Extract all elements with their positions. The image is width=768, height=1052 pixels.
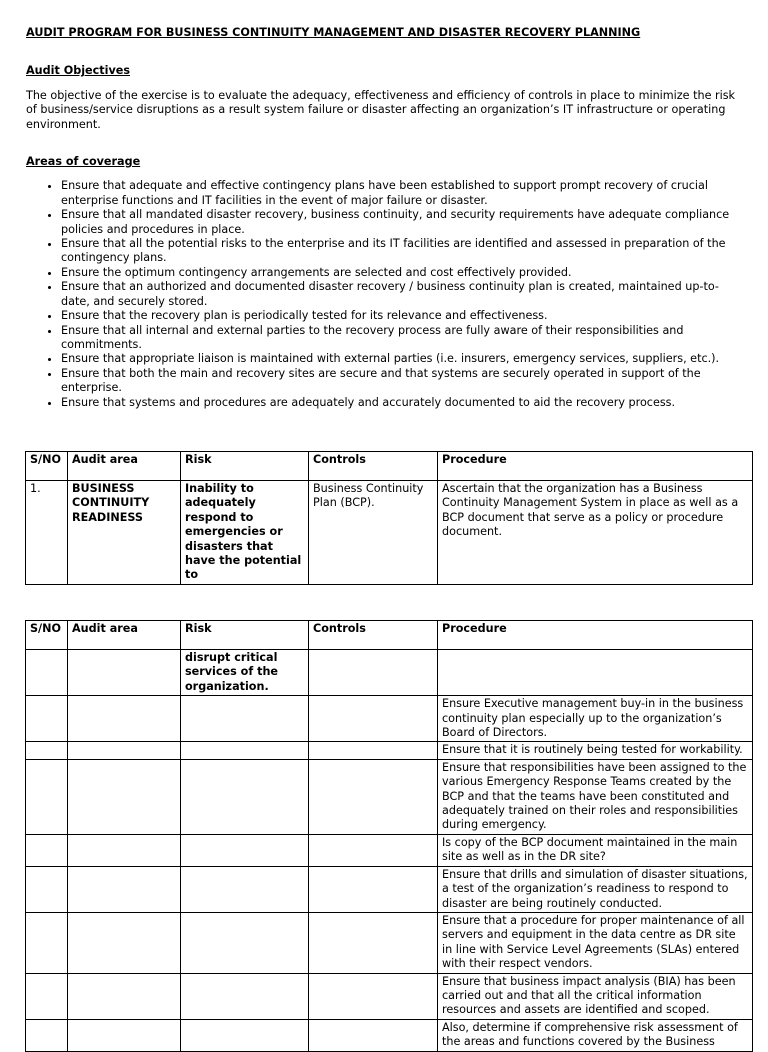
- coverage-item: • Ensure the optimum contingency arrangements are selected and cost effectively provided.: [61, 266, 742, 280]
- cell-procedure: Ensure that it is routinely being tested for workability.: [438, 742, 753, 759]
- cell-controls: [309, 759, 438, 834]
- cell-controls: [309, 696, 438, 742]
- cell-procedure: Ensure that a procedure for proper maintenance of all servers and equipment in the data centre as DR site in line with Service Level Agreements (SLAs) entered with their respect vendors.: [438, 912, 753, 973]
- coverage-heading: Areas of coverage: [26, 155, 141, 169]
- cell-procedure: Ensure that drills and simulation of disaster situations, a test of the organization’s readiness to respond to disaster are being routinely conducted.: [438, 866, 753, 912]
- cell-sno: [26, 1019, 68, 1051]
- cell-audit-area: [68, 759, 181, 834]
- coverage-item: • Ensure that appropriate liaison is maintained with external parties (i.e. insurers, emergency services, suppliers, etc.).: [61, 352, 742, 366]
- document-title: AUDIT PROGRAM FOR BUSINESS CONTINUITY MANAGEMENT AND DISASTER RECOVERY PLANNING: [26, 26, 641, 39]
- cell-risk: [181, 834, 309, 866]
- coverage-item: • Ensure that the recovery plan is periodically tested for its relevance and effectiveness.: [61, 309, 742, 323]
- cell-audit-area: [68, 866, 181, 912]
- cell-procedure: Also, determine if comprehensive risk assessment of the areas and functions covered by the Business: [438, 1019, 753, 1051]
- cell-risk: [181, 1019, 309, 1051]
- coverage-item: • Ensure that adequate and effective contingency plans have been established to support prompt recovery of crucial enterprise functions and IT facilities in the event of major failure or disaster.: [61, 179, 742, 208]
- audit-table-2: [25, 620, 753, 1052]
- cell-controls: [309, 834, 438, 866]
- coverage-list: [26, 179, 742, 410]
- header-sno: S/NO: [26, 621, 68, 650]
- coverage-item: • Ensure that both the main and recovery sites are secure and that systems are securely operated in support of the enterprise.: [61, 367, 742, 396]
- cell-sno: 1.: [26, 481, 68, 585]
- cell-risk: [181, 973, 309, 1019]
- header-risk: Risk: [181, 452, 309, 481]
- cell-audit-area: BUSINESS CONTINUITY READINESS: [68, 481, 181, 585]
- header-risk: Risk: [181, 621, 309, 650]
- audit-table-1: [25, 451, 753, 585]
- cell-sno: [26, 866, 68, 912]
- cell-risk: [181, 742, 309, 759]
- cell-sno: [26, 912, 68, 973]
- table-row: [26, 759, 753, 834]
- cell-sno: [26, 696, 68, 742]
- cell-controls: [309, 866, 438, 912]
- cell-audit-area: [68, 912, 181, 973]
- cell-risk: [181, 759, 309, 834]
- document-page: [26, 26, 742, 410]
- objectives-text: The objective of the exercise is to evaluate the adequacy, effectiveness and efficiency of controls in place to minimize the risk of business/service disruptions as a result system failure or disaster affecting an organization’s IT infrastructure or operating environment.: [26, 88, 736, 131]
- cell-sno: [26, 834, 68, 866]
- table-row: [26, 1019, 753, 1051]
- cell-risk: Inability to adequately respond to emergencies or disasters that have the potential to: [181, 481, 309, 585]
- header-procedure: Procedure: [438, 621, 753, 650]
- cell-procedure: Ensure that responsibilities have been assigned to the various Emergency Response Teams created by the BCP and that the teams have been constituted and adequately trained on their roles and responsibilities during emergency.: [438, 759, 753, 834]
- cell-controls: [309, 973, 438, 1019]
- coverage-item: • Ensure that systems and procedures are adequately and accurately documented to aid the recovery process.: [61, 396, 742, 410]
- cell-procedure: Ensure Executive management buy-in in the business continuity plan especially up to the organization’s Board of Directors.: [438, 696, 753, 742]
- cell-risk: [181, 912, 309, 973]
- coverage-item: • Ensure that all mandated disaster recovery, business continuity, and security requirements have adequate compliance policies and procedures in place.: [61, 208, 742, 237]
- header-controls: Controls: [309, 452, 438, 481]
- cell-risk: disrupt critical services of the organization.: [181, 650, 309, 696]
- table-header-row: [26, 452, 753, 481]
- cell-controls: [309, 742, 438, 759]
- cell-procedure: Ascertain that the organization has a Business Continuity Management System in place as well as a BCP document that serve as a policy or procedure document.: [438, 481, 753, 585]
- cell-controls: [309, 650, 438, 696]
- table-row: [26, 834, 753, 866]
- cell-audit-area: [68, 973, 181, 1019]
- table-row: [26, 912, 753, 973]
- cell-procedure: Ensure that business impact analysis (BIA) has been carried out and that all the critical information resources and assets are identified and scoped.: [438, 973, 753, 1019]
- objectives-heading: Audit Objectives: [26, 64, 131, 78]
- table-row: [26, 742, 753, 759]
- cell-sno: [26, 759, 68, 834]
- table-header-row: [26, 621, 753, 650]
- cell-procedure: [438, 650, 753, 696]
- cell-audit-area: [68, 1019, 181, 1051]
- header-controls: Controls: [309, 621, 438, 650]
- header-sno: S/NO: [26, 452, 68, 481]
- cell-audit-area: [68, 650, 181, 696]
- coverage-item: • Ensure that all internal and external parties to the recovery process are fully aware of their responsibilities and commitments.: [61, 324, 742, 353]
- cell-risk: [181, 866, 309, 912]
- cell-controls: [309, 1019, 438, 1051]
- table-row: [26, 481, 753, 585]
- cell-controls: Business Continuity Plan (BCP).: [309, 481, 438, 585]
- coverage-item: • Ensure that an authorized and documented disaster recovery / business continuity plan is created, maintained up-to-date, and securely stored.: [61, 280, 742, 309]
- cell-risk: [181, 696, 309, 742]
- header-procedure: Procedure: [438, 452, 753, 481]
- cell-audit-area: [68, 742, 181, 759]
- table-row: [26, 866, 753, 912]
- coverage-item: • Ensure that all the potential risks to the enterprise and its IT facilities are identified and assessed in preparation of the contingency plans.: [61, 237, 742, 266]
- cell-audit-area: [68, 696, 181, 742]
- cell-procedure: Is copy of the BCP document maintained in the main site as well as in the DR site?: [438, 834, 753, 866]
- table-row: [26, 650, 753, 696]
- table-row: [26, 696, 753, 742]
- cell-audit-area: [68, 834, 181, 866]
- cell-sno: [26, 742, 68, 759]
- header-audit-area: Audit area: [68, 452, 181, 481]
- cell-sno: [26, 650, 68, 696]
- table-row: [26, 973, 753, 1019]
- cell-sno: [26, 973, 68, 1019]
- cell-controls: [309, 912, 438, 973]
- header-audit-area: Audit area: [68, 621, 181, 650]
